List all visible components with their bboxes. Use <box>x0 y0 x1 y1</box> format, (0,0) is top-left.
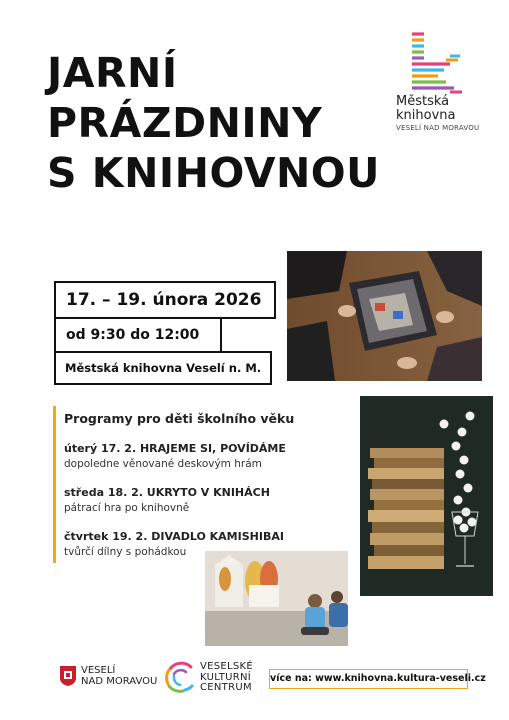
logo-name-line-2: knihovna <box>396 108 456 123</box>
logo-name-line-1: Městská <box>396 94 450 109</box>
program-heading: Programy pro děti školního věku <box>64 411 295 426</box>
program-accent-bar <box>53 406 56 563</box>
cultural-centre-name <box>200 662 253 694</box>
library-logo-text <box>396 95 496 133</box>
event-1-subtitle: dopoledne věnované deskovým hrám <box>64 458 262 470</box>
kids-theatre-photo <box>205 551 348 646</box>
dates-box: 17. – 19. února 2026 <box>54 281 276 319</box>
town-name-line-1: VESELÍ <box>81 665 116 676</box>
town-crest-icon <box>60 666 76 686</box>
place-box: Městská knihovna Veselí n. M. <box>54 351 272 385</box>
logo-place: VESELÍ NAD MORAVOU <box>396 124 480 132</box>
cultural-centre-logo-icon <box>163 660 197 694</box>
time-box: od 9:30 do 12:00 <box>54 317 222 353</box>
event-1-title: úterý 17. 2. HRAJEME SI, POVÍDÁME <box>64 442 286 455</box>
books-stack-photo <box>360 396 493 596</box>
title-line-1: JARNÍ <box>47 49 178 97</box>
board-game-photo <box>287 251 482 381</box>
website-link[interactable]: více na: www.knihovna.kultura-veseli.cz <box>269 669 468 689</box>
title-line-2: PRÁZDNINY <box>47 99 323 147</box>
event-3-subtitle: tvůrčí dílny s pohádkou <box>64 546 187 558</box>
town-name-line-2: NAD MORAVOU <box>81 676 158 687</box>
town-name <box>81 665 157 687</box>
event-2-title: středa 18. 2. UKRYTO V KNIHÁCH <box>64 486 270 499</box>
page-title <box>47 48 380 198</box>
title-line-3: S KNIHOVNOU <box>47 149 380 197</box>
event-3-title: čtvrtek 19. 2. DIVADLO KAMISHIBAI <box>64 530 284 543</box>
event-2-subtitle: pátrací hra po knihovně <box>64 502 190 514</box>
cultural-centre-line-2: KULTURNÍ <box>200 671 252 683</box>
cultural-centre-line-1: VESELSKÉ <box>200 661 254 672</box>
cultural-centre-line-3: CENTRUM <box>200 682 252 693</box>
